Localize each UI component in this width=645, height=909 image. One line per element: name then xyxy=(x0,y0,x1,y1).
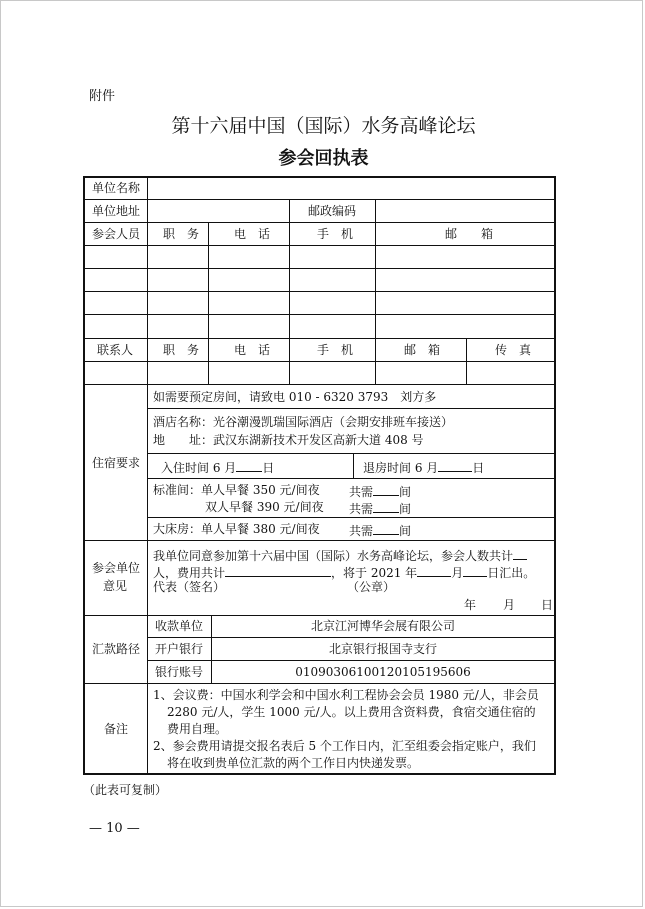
phone-header: 电 话 xyxy=(234,227,271,241)
checkout-suffix: 日 xyxy=(472,461,485,475)
contact-mobile-header: 手 机 xyxy=(317,343,354,357)
fee-total-blank[interactable] xyxy=(225,564,331,577)
checkin-field xyxy=(161,459,274,475)
opinion-label-line2: 意见 xyxy=(103,579,128,593)
fax-header: 传 真 xyxy=(495,343,532,357)
official-seal: （公章） xyxy=(347,580,396,594)
standard-double-rate: 双人早餐 390 元/间夜 xyxy=(205,500,324,514)
big-bed-total-field xyxy=(349,522,411,538)
remarks-line4: 2、参会费用请提交报名表后 5 个工作日内，汇至组委会指定账户，我们 xyxy=(153,739,536,753)
contact-phone-header: 电 话 xyxy=(234,343,271,357)
opinion-label-line1: 参会单位 xyxy=(92,561,141,575)
mobile-header: 手 机 xyxy=(317,227,354,241)
opinion-line1-text: 我单位同意参加第十六届中国（国际）水务高峰论坛，参会人数共计 xyxy=(153,549,514,563)
checkin-day-blank[interactable] xyxy=(236,459,262,472)
page-number: — 10 — xyxy=(89,821,140,836)
form-title: 参会回执表 xyxy=(278,148,369,169)
representative-signature: 代表（签名） xyxy=(153,580,226,594)
remit-month-blank[interactable] xyxy=(417,564,451,577)
unit-address-label: 单位地址 xyxy=(92,204,141,218)
unit-name-label: 单位名称 xyxy=(92,181,141,195)
big-bed-total-prefix: 共需 xyxy=(349,524,374,538)
annex-label: 附件 xyxy=(89,89,116,104)
standard-total-field xyxy=(349,483,411,499)
date-month: 月 xyxy=(503,598,516,612)
accommodation-label: 住宿要求 xyxy=(92,456,141,470)
checkin-suffix: 日 xyxy=(262,461,275,475)
double-total-field xyxy=(349,500,411,516)
account-value: 01090306100120105195606 xyxy=(295,665,471,679)
date-year: 年 xyxy=(464,598,477,612)
date-day: 日 xyxy=(541,598,554,612)
contact-label: 联系人 xyxy=(97,343,134,357)
remarks-line3: 费用自理。 xyxy=(167,722,228,736)
opinion-day-text: 日汇出。 xyxy=(487,566,536,580)
double-total-suffix: 间 xyxy=(399,502,412,516)
hotel-name: 酒店名称：光谷潮漫凯瑞国际酒店（会期安排班车接送） xyxy=(153,415,454,429)
contact-position-header: 职 务 xyxy=(163,343,200,357)
standard-total-prefix: 共需 xyxy=(349,485,374,499)
opinion-year-text: ，将于 2021 年 xyxy=(331,566,418,580)
standard-single-rate: 标准间：单人早餐 350 元/间夜 xyxy=(153,483,320,497)
bank-label: 开户银行 xyxy=(155,642,204,656)
big-bed-rate: 大床房：单人早餐 380 元/间夜 xyxy=(153,522,320,536)
standard-total-blank[interactable] xyxy=(373,483,399,496)
standard-total-suffix: 间 xyxy=(399,485,412,499)
remarks-label: 备注 xyxy=(104,722,129,736)
opinion-month-text: 月 xyxy=(451,566,464,580)
account-label: 银行账号 xyxy=(155,665,204,679)
forum-title: 第十六届中国（国际）水务高峰论坛 xyxy=(171,115,476,137)
checkin-prefix: 入住时间 6 月 xyxy=(161,461,237,475)
position-header: 职 务 xyxy=(163,227,200,241)
attendees-label: 参会人员 xyxy=(92,227,141,241)
hotel-address: 地 址：武汉东湖新技术开发区高新大道 408 号 xyxy=(153,433,424,447)
remarks-line5: 将在收到贵单位汇款的两个工作日内快递发票。 xyxy=(167,756,420,770)
big-bed-total-blank[interactable] xyxy=(373,522,399,535)
payee-label: 收款单位 xyxy=(155,619,204,633)
opinion-fee-prefix: 人，费用共计 xyxy=(153,566,226,580)
bank-value: 北京银行报国寺支行 xyxy=(328,642,437,656)
checkout-field xyxy=(363,459,484,475)
contact-email-header: 邮 箱 xyxy=(404,343,441,357)
postcode-label: 邮政编码 xyxy=(308,204,357,218)
opinion-line2 xyxy=(153,564,535,580)
opinion-line1 xyxy=(153,547,527,563)
remarks-line1: 1、会议费：中国水利学会和中国水利工程协会会员 1980 元/人，非会员 xyxy=(153,688,539,702)
remit-day-blank[interactable] xyxy=(463,564,487,577)
payee-value: 北京江河博华会展有限公司 xyxy=(310,619,455,633)
remittance-label: 汇款路径 xyxy=(92,642,141,656)
email-header: 邮 箱 xyxy=(445,227,494,241)
copy-note: （此表可复制） xyxy=(83,783,168,797)
checkout-prefix: 退房时间 6 月 xyxy=(363,461,439,475)
checkout-day-blank[interactable] xyxy=(438,459,472,472)
double-total-prefix: 共需 xyxy=(349,502,374,516)
booking-info: 如需要预定房间，请致电 010 - 6320 3793 刘方多 xyxy=(153,390,437,404)
remarks-line2: 2280 元/人，学生 1000 元/人。以上费用含资料费，食宿交通住宿的 xyxy=(167,705,536,719)
double-total-blank[interactable] xyxy=(373,500,399,513)
big-bed-total-suffix: 间 xyxy=(399,524,412,538)
attendee-count-blank[interactable] xyxy=(513,547,527,560)
